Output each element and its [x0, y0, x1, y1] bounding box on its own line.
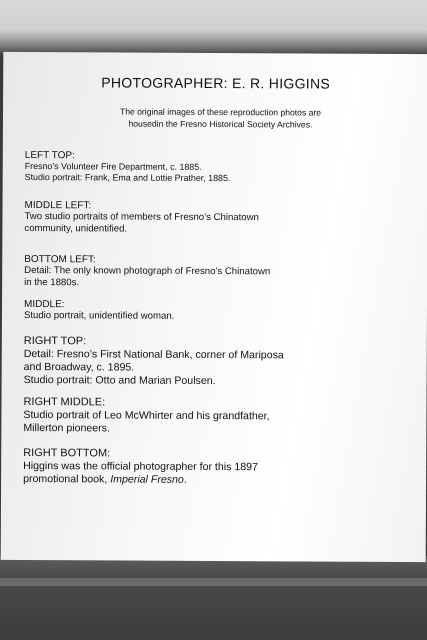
- section-heading: BOTTOM LEFT:: [24, 254, 96, 266]
- book-line-prefix: promotional book,: [23, 473, 111, 486]
- section-line-book: [23, 473, 386, 488]
- book-line-suffix: .: [183, 473, 187, 486]
- section-line: Studio portrait: Frank, Ema and Lottie Prather, 1885.: [24, 172, 231, 184]
- section-line: Studio portrait of Leo McWhirter and his grandfather,: [23, 409, 270, 423]
- section-line: Detail: Fresno’s First National Bank, corner of Mariposa: [23, 348, 284, 362]
- section-line: Studio portrait, unidentified woman.: [23, 310, 175, 322]
- section-right-bottom: [23, 447, 386, 488]
- section-heading: LEFT TOP:: [24, 150, 75, 162]
- section-line: community, unidentified.: [24, 223, 128, 235]
- section-right-top: [24, 335, 387, 389]
- section-line: Two studio portraits of members of Fresno’s Chinatown: [24, 211, 259, 224]
- section-line: Studio portrait: Otto and Marian Poulsen.: [23, 374, 216, 388]
- intro-line: housedin the Fresno Historical Society Archives.: [128, 118, 313, 130]
- section-right-middle: [23, 396, 386, 437]
- frame-top-edge: [0, 0, 427, 56]
- frame-bottom-edge: [0, 556, 427, 640]
- section-middle-left: [24, 200, 387, 237]
- frame-bottom-strip: [0, 578, 427, 586]
- section-heading: MIDDLE:: [23, 299, 65, 311]
- intro-text: [63, 105, 378, 131]
- page-title: PHOTOGRAPHER: E. R. HIGGINS: [101, 74, 331, 92]
- section-bottom-left: [24, 254, 387, 291]
- section-heading: RIGHT MIDDLE:: [23, 396, 106, 409]
- section-line: in the 1880s.: [24, 277, 80, 289]
- section-heading: MIDDLE LEFT:: [24, 200, 92, 212]
- section-line: Detail: The only known photograph of Fresno’s Chinatown: [24, 265, 271, 278]
- section-heading: RIGHT BOTTOM:: [23, 447, 111, 460]
- intro-line: The original images of these reproduction photos are: [119, 106, 322, 118]
- section-heading: RIGHT TOP:: [23, 335, 87, 348]
- section-line: Fresno’s Volunteer Fire Department, c. 1885.: [24, 161, 202, 172]
- section-middle: [24, 299, 387, 324]
- book-title: Imperial Fresno: [110, 473, 184, 486]
- caption-sheet: [1, 52, 427, 562]
- section-left-top: [25, 150, 388, 185]
- section-line: and Broadway, c. 1895.: [23, 361, 135, 374]
- section-line: Higgins was the official photographer for this 1897: [23, 460, 258, 474]
- section-line: Millerton pioneers.: [23, 422, 110, 435]
